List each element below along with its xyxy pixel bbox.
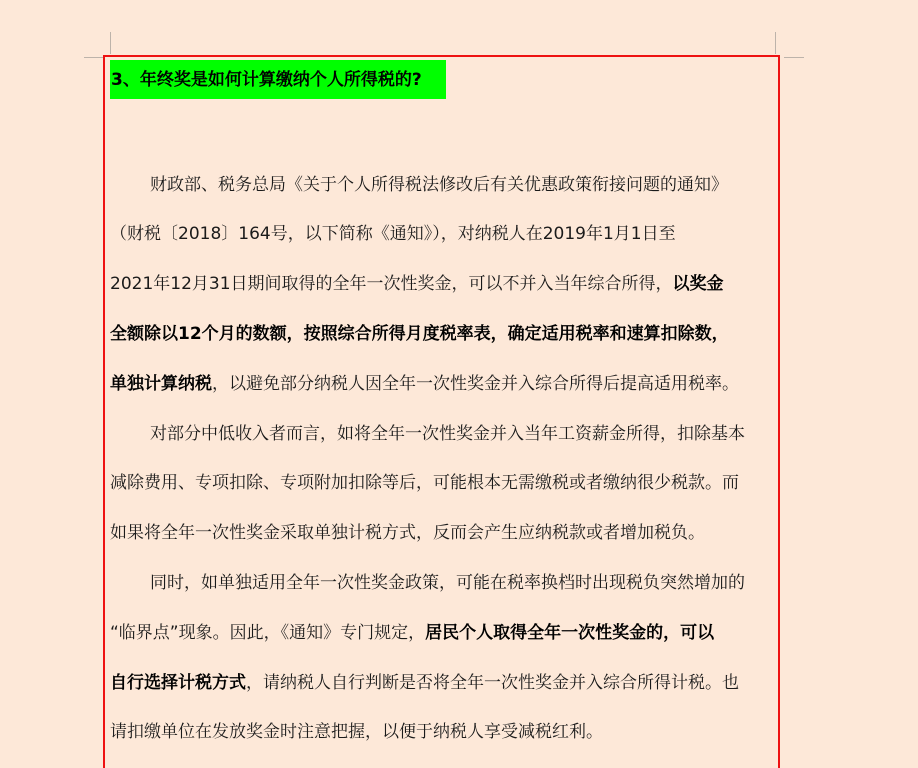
crop-mark-top-left-vertical bbox=[110, 32, 111, 54]
paragraph-3-line-3-emphasis: 自行选择计税方式 bbox=[110, 673, 246, 693]
paragraph-1-line-4-emphasis: 全额除以12个月的数额，按照综合所得月度税率表，确定适用税率和速算扣除数， bbox=[110, 324, 729, 344]
paragraph-3-line-1[interactable]: 同时，如单独适用全年一次性奖金政策，可能在税率换档时出现税负突然增加的 bbox=[150, 573, 745, 593]
crop-mark-top-right-horizontal bbox=[784, 57, 804, 58]
paragraph-1-line-3-text: 2021年12月31日期间取得的全年一次性奖金，可以不并入当年综合所得， bbox=[110, 274, 673, 294]
paragraph-1-line-1[interactable]: 财政部、税务总局《关于个人所得税法修改后有关优惠政策衔接问题的通知》 bbox=[150, 175, 728, 195]
paragraph-1-line-5[interactable] bbox=[110, 369, 770, 399]
paragraph-1-line-4[interactable] bbox=[110, 319, 770, 349]
paragraph-1-line-2[interactable]: （财税〔2018〕164号，以下简称《通知》），对纳税人在2019年1月1日至 bbox=[110, 224, 676, 244]
paragraph-1-line-3[interactable] bbox=[110, 269, 770, 299]
paragraph-3-line-3[interactable] bbox=[110, 668, 770, 698]
paragraph-1-line-5-emphasis: 单独计算纳税 bbox=[110, 374, 212, 394]
paragraph-2-line-3[interactable]: 如果将全年一次性奖金采取单独计税方式，反而会产生应纳税款或者增加税负。 bbox=[110, 523, 705, 543]
paragraph-3-line-2-emphasis: 居民个人取得全年一次性奖金的，可以 bbox=[425, 623, 715, 643]
crop-mark-top-right-vertical bbox=[775, 32, 776, 54]
paragraph-3-line-2[interactable] bbox=[110, 618, 770, 648]
paragraph-3-line-2-text: “临界点”现象。因此，《通知》专门规定， bbox=[110, 623, 426, 643]
paragraph-2-line-2[interactable]: 减除费用、专项扣除、专项附加扣除等后，可能根本无需缴税或者缴纳很少税款。而 bbox=[110, 473, 739, 493]
paragraph-3-line-3-text: ，请纳税人自行判断是否将全年一次性奖金并入综合所得计税。也 bbox=[246, 673, 739, 693]
paragraph-3-line-4[interactable]: 请扣缴单位在发放奖金时注意把握，以便于纳税人享受减税红利。 bbox=[110, 722, 603, 742]
crop-mark-top-left-horizontal bbox=[84, 57, 104, 58]
paragraph-1-line-5-text: ，以避免部分纳税人因全年一次性奖金并入综合所得后提高适用税率。 bbox=[212, 374, 739, 394]
selection-frame bbox=[103, 55, 780, 768]
paragraph-2-line-1[interactable]: 对部分中低收入者而言，如将全年一次性奖金并入当年工资薪金所得，扣除基本 bbox=[150, 424, 745, 444]
paragraph-1-line-3-emphasis: 以奖金 bbox=[672, 274, 724, 294]
section-heading[interactable]: 3、年终奖是如何计算缴纳个人所得税的? bbox=[110, 60, 446, 99]
